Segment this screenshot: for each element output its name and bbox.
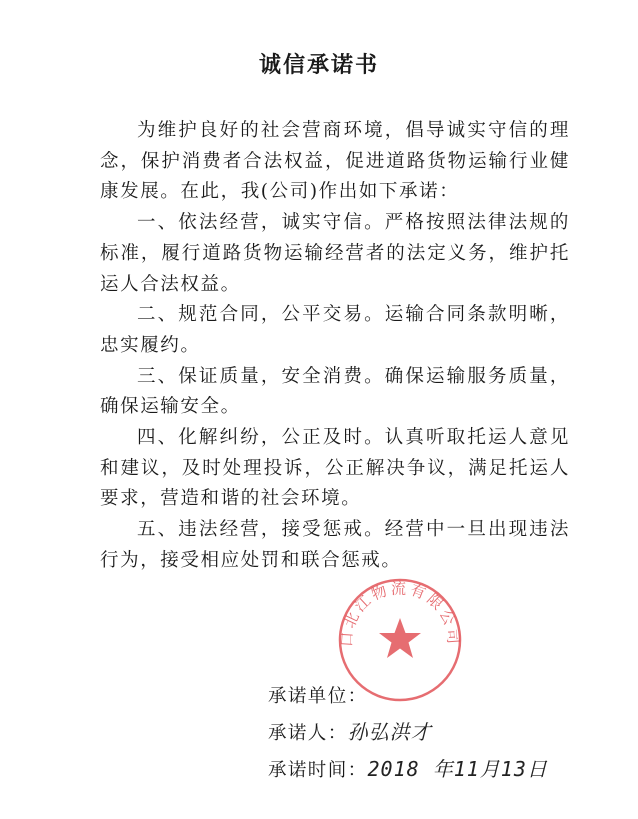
time-label: 承诺时间：: [268, 760, 368, 781]
document-body: [100, 116, 570, 577]
person-label: 承诺人：: [268, 723, 348, 744]
unit-row: [268, 682, 368, 708]
svg-text:口北江物流有限公司: 口北江物流有限公司: [337, 579, 463, 648]
pledge-item-3: 三、保证质量，安全消费。确保运输服务质量，确保运输安全。: [100, 365, 570, 418]
pledge-item-4: 四、化解纠纷，公正及时。认真听取托运人意见和建议，及时处理投诉，公正解决争议，满足托运人要求，营造和谐的社会环境。: [100, 427, 570, 510]
document-title: 诚信承诺书: [258, 53, 379, 78]
time-value: 2018 年11月13日: [367, 757, 548, 781]
person-signature: 孙弘洪才: [347, 720, 432, 744]
pledge-item-2: 二、规范合同，公平交易。运输合同条款明晰，忠实履约。: [100, 304, 570, 356]
intro-paragraph: 为维护良好的社会营商环境，倡导诚实守信的理念，保护消费者合法权益，促进道路货物运输行业健康发展。在此，我(公司)作出如下承诺：: [100, 120, 570, 203]
pledge-item-5: 五、违法经营，接受惩戒。经营中一旦出现违法行为，接受相应处罚和联合惩戒。: [100, 519, 570, 571]
unit-label: 承诺单位：: [268, 686, 368, 707]
person-row: [268, 716, 432, 745]
pledge-item-1: 一、依法经营，诚实守信。严格按照法律法规的标准，履行道路货物运输经营者的法定义务，维护托运人合法权益。: [100, 212, 570, 295]
time-row: [268, 753, 548, 782]
seal-star-icon: [379, 618, 421, 658]
